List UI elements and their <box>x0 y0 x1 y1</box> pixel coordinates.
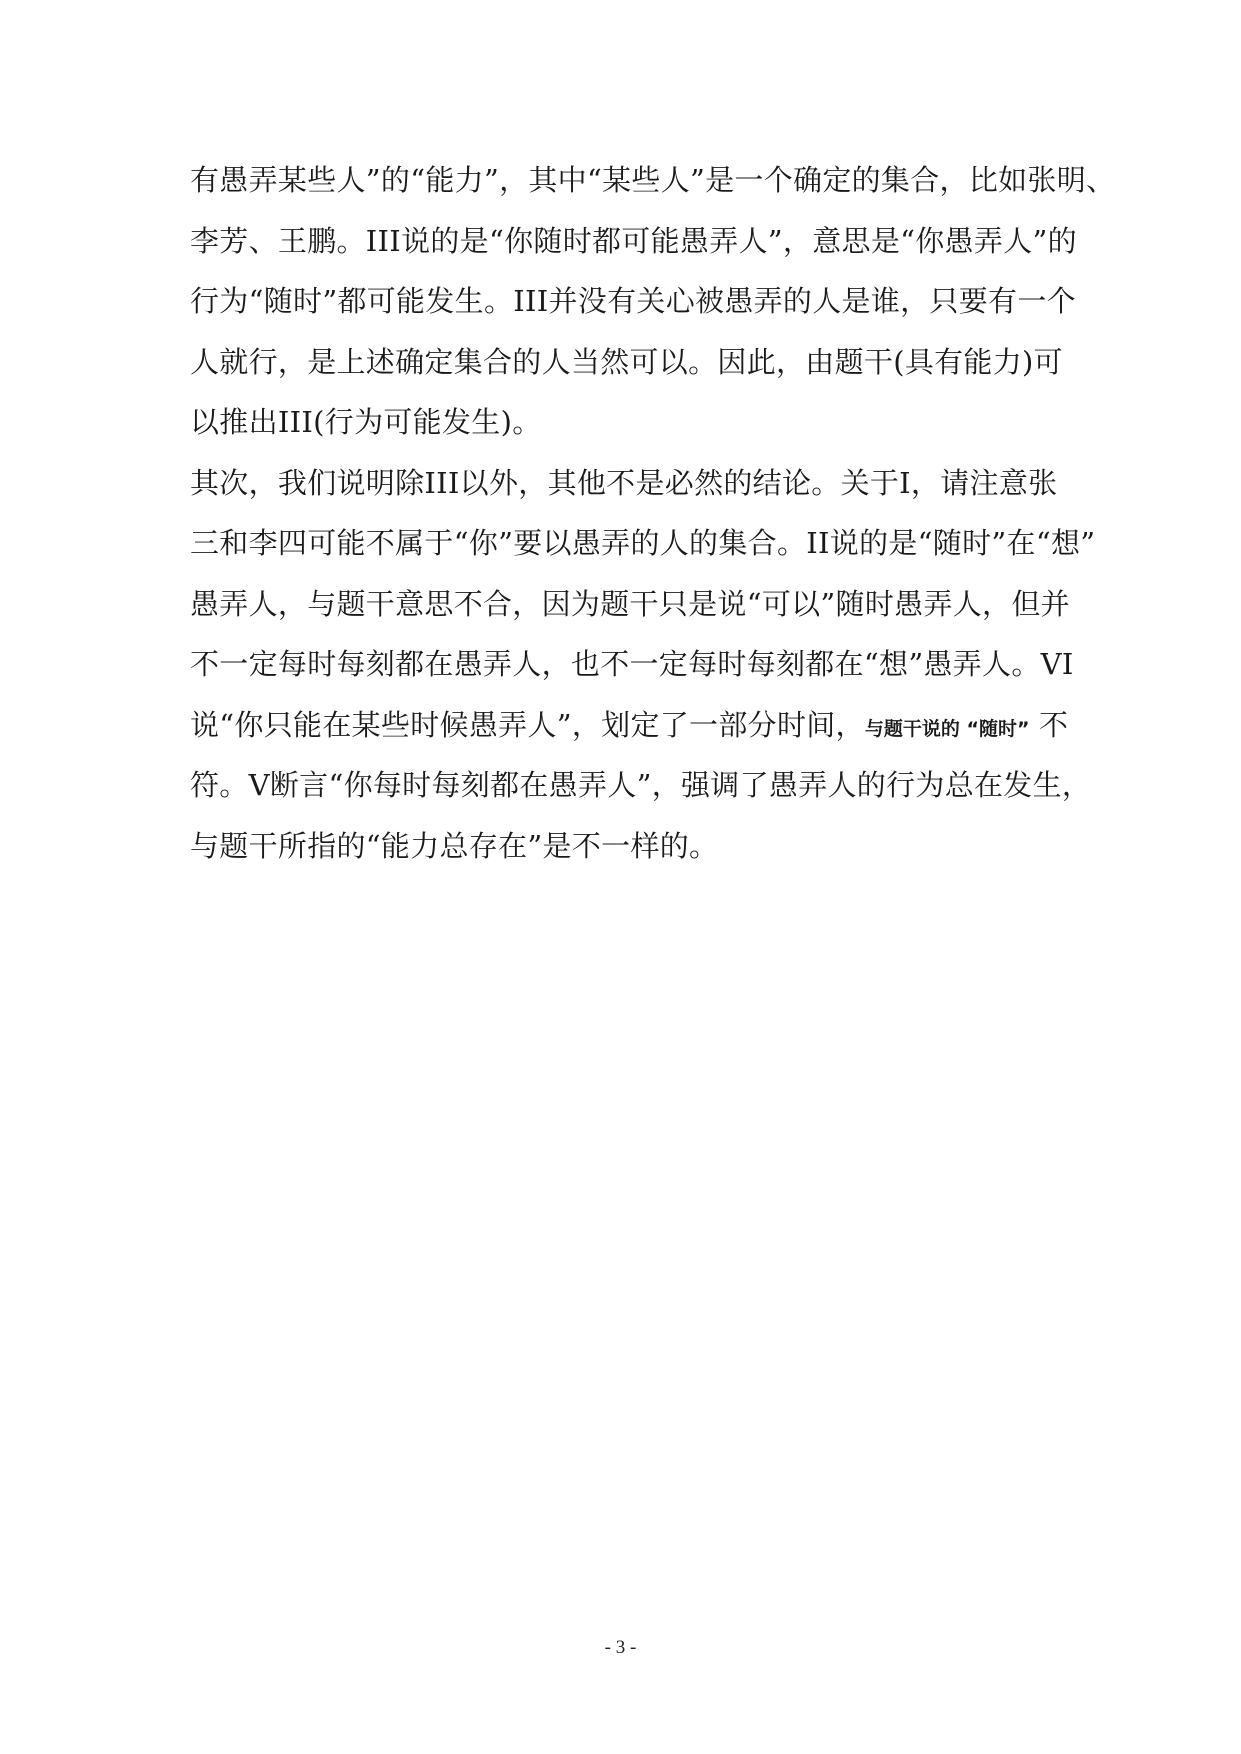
text-line: 符。V断言“你每时每刻都在愚弄人”，强调了愚弄人的行为总在发生， <box>190 768 1092 802</box>
page-number: - 3 - <box>604 1637 637 1658</box>
text-segment: 不 <box>1029 707 1069 742</box>
text-line: 三和李四可能不属于“你”要以愚弄的人的集合。II说的是“随时”在“想” <box>190 526 1096 560</box>
text-line: 与题干所指的“能力总存在”是不一样的。 <box>190 828 719 863</box>
text-line-mixed <box>190 705 1070 746</box>
text-line: 不一定每时每刻都在愚弄人，也不一定每时每刻都在“想”愚弄人。VI <box>190 647 1074 681</box>
text-segment: 说“你只能在某些时候愚弄人”，划定了一部分时间， <box>190 707 865 742</box>
text-line: 李芳、王鹏。III说的是“你随时都可能愚弄人”，意思是“你愚弄人”的 <box>190 223 1077 258</box>
text-line: 其次，我们说明除III以外，其他不是必然的结论。关于Ⅰ，请注意张 <box>190 465 1058 500</box>
text-line: 行为“随时”都可能发生。III并没有关心被愚弄的人是谁，只要有一个 <box>190 284 1076 318</box>
text-line: 愚弄人，与题干意思不合，因为题干只是说“可以”随时愚弄人，但并 <box>190 586 1070 621</box>
inserted-small-text: 与题干说的 “随时” <box>864 717 1030 740</box>
text-line: 以推出III(行为可能发生)。 <box>190 405 542 439</box>
body-text <box>190 160 1116 886</box>
text-line: 有愚弄某些人”的“能力”，其中“某些人”是一个确定的集合，比如张明、 <box>190 163 1116 197</box>
text-line: 人就行，是上述确定集合的人当然可以。因此，由题干(具有能力)可 <box>190 344 1063 379</box>
